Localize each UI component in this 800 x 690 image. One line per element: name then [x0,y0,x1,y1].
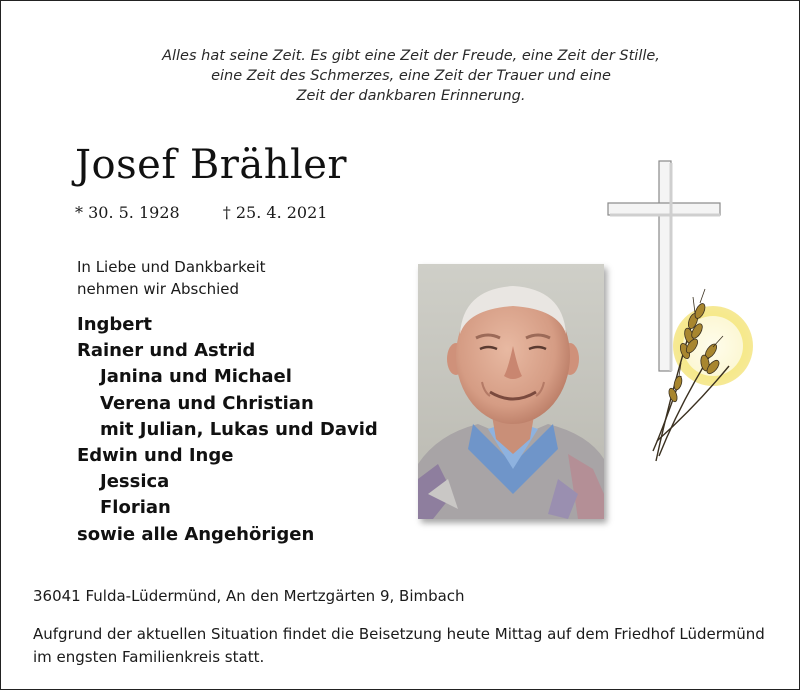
mourner: Janina und Michael [100,366,292,388]
mourner: Florian [100,497,171,519]
opening-quote [141,46,681,106]
intro-line: In Liebe und Dankbarkeit [77,258,266,276]
farewell-intro [77,256,266,300]
mourner: Rainer und Astrid [77,340,256,362]
quote-line: Alles hat seine Zeit. Es gibt eine Zeit der Freude, eine Zeit der Stille, [162,48,660,64]
info-line: im engsten Familienkreis statt. [33,648,265,666]
mourner: Verena und Christian [100,392,314,414]
address-line: 36041 Fulda-Lüdermünd, An den Mertzgärten 9, Bimbach [33,587,465,605]
birth-date: * 30. 5. 1928 [75,203,180,222]
deceased-name: Josef Brähler [75,142,348,188]
cross-with-wheat-and-sun [601,151,761,481]
mourners-list [77,312,378,548]
intro-line: nehmen wir Abschied [77,280,239,298]
burial-info [33,623,778,669]
quote-line: eine Zeit des Schmerzes, eine Zeit der Trauer und eine [211,68,611,84]
mourner: mit Julian, Lukas und David [100,418,378,440]
mourner: sowie alle Angehörigen [77,523,315,545]
info-line: Aufgrund der aktuellen Situation findet die Beisetzung heute Mittag auf dem Friedhof Lüdermünd [33,625,765,643]
portrait-photo [418,264,604,519]
quote-line: Zeit der dankbaren Erinnerung. [296,88,526,104]
mourner: Edwin und Inge [77,445,234,467]
death-date: † 25. 4. 2021 [222,203,328,222]
mourner: Ingbert [77,314,152,335]
life-dates [75,203,327,223]
mourner: Jessica [100,471,170,493]
